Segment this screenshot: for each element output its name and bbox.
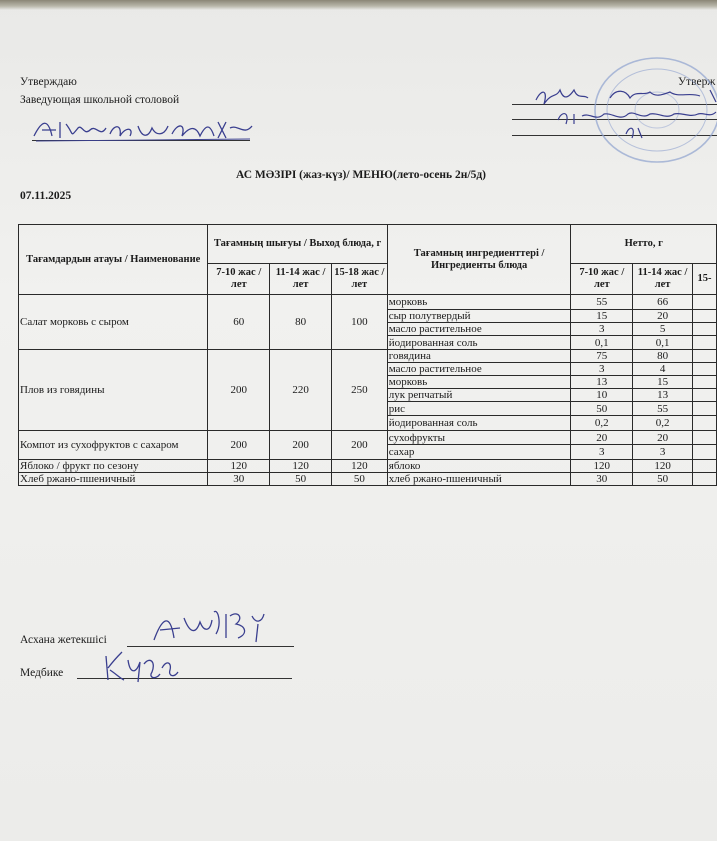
dish-name: Яблоко / фрукт по сезону — [19, 460, 208, 473]
col-header-ingredients: Тағамның ингредиенттері / Ингредиенты блюда — [387, 225, 571, 295]
netto-value: 4 — [633, 363, 693, 376]
netto-value: 3 — [571, 363, 633, 376]
ingredient-name: масло растительное — [387, 323, 571, 336]
netto-value: 120 — [571, 460, 633, 473]
table-row — [19, 460, 717, 473]
netto-value: 75 — [571, 350, 633, 363]
dish-name: Салат морковь с сыром — [19, 295, 208, 350]
netto-value: 5 — [633, 323, 693, 336]
nurse-label: Медбике — [20, 667, 64, 679]
nurse-signature — [100, 644, 180, 686]
netto-value-cut — [692, 323, 716, 336]
right-signature — [530, 84, 717, 144]
netto-value: 13 — [633, 389, 693, 402]
dish-output-value: 200 — [331, 431, 387, 460]
netto-value: 0,1 — [571, 336, 633, 350]
netto-value-cut — [692, 431, 716, 445]
table-row — [19, 473, 717, 486]
ingredient-name: говядина — [387, 350, 571, 363]
output-age-11-14: 11-14 жас / лет — [270, 264, 332, 295]
dish-output-value: 120 — [331, 460, 387, 473]
left-position-label: Заведующая школьной столовой — [20, 94, 180, 106]
netto-value-cut — [692, 376, 716, 389]
netto-value: 80 — [633, 350, 693, 363]
netto-value: 55 — [571, 295, 633, 310]
netto-value: 50 — [633, 473, 693, 486]
dish-name: Хлеб ржано-пшеничный — [19, 473, 208, 486]
left-approve-label: Утверждаю — [20, 76, 77, 88]
netto-value: 3 — [633, 445, 693, 460]
menu-title: АС МӘЗІРІ (жаз-күз)/ МЕНЮ(лето-осень 2н/5д) — [236, 169, 486, 181]
dish-output-value: 120 — [270, 460, 332, 473]
netto-value-cut — [692, 402, 716, 416]
dish-output-value: 200 — [208, 431, 270, 460]
netto-value-cut — [692, 460, 716, 473]
cook-signature — [140, 604, 280, 648]
netto-age-7-10: 7-10 жас / лет — [571, 264, 633, 295]
ingredient-name: морковь — [387, 295, 571, 310]
dish-output-value: 50 — [270, 473, 332, 486]
col-header-netto: Нетто, г — [571, 225, 717, 264]
photo-top-edge — [0, 0, 717, 10]
netto-value-cut — [692, 350, 716, 363]
dish-output-value: 100 — [331, 295, 387, 350]
dish-output-value: 60 — [208, 295, 270, 350]
netto-value: 0,2 — [571, 416, 633, 431]
netto-value: 20 — [633, 310, 693, 323]
table-row — [19, 431, 717, 445]
ingredient-name: йодированная соль — [387, 336, 571, 350]
ingredient-name: морковь — [387, 376, 571, 389]
netto-value-cut — [692, 416, 716, 431]
netto-value: 15 — [571, 310, 633, 323]
dish-output-value: 200 — [270, 431, 332, 460]
netto-value: 10 — [571, 389, 633, 402]
left-signature — [30, 114, 260, 146]
dish-output-value: 120 — [208, 460, 270, 473]
netto-value: 13 — [571, 376, 633, 389]
ingredient-name: яблоко — [387, 460, 571, 473]
dish-name: Компот из сухофруктов с сахаром — [19, 431, 208, 460]
dish-output-value: 80 — [270, 295, 332, 350]
netto-value: 30 — [571, 473, 633, 486]
netto-value-cut — [692, 389, 716, 402]
output-age-7-10: 7-10 жас / лет — [208, 264, 270, 295]
netto-value: 20 — [571, 431, 633, 445]
menu-date: 07.11.2025 — [20, 190, 72, 202]
netto-value-cut — [692, 295, 716, 310]
netto-value-cut — [692, 445, 716, 460]
netto-value: 66 — [633, 295, 693, 310]
col-header-dish: Тағамдардын атауы / Наименование — [19, 225, 208, 295]
netto-value-cut — [692, 473, 716, 486]
netto-value-cut — [692, 363, 716, 376]
cook-label: Асхана жетекшісі — [20, 634, 107, 646]
netto-value: 50 — [571, 402, 633, 416]
table-row — [19, 350, 717, 363]
menu-table — [18, 224, 717, 486]
ingredient-name: масло растительное — [387, 363, 571, 376]
netto-age-11-14: 11-14 жас / лет — [633, 264, 693, 295]
netto-value: 55 — [633, 402, 693, 416]
ingredient-name: сухофрукты — [387, 431, 571, 445]
ingredient-name: сыр полутвердый — [387, 310, 571, 323]
ingredient-name: йодированная соль — [387, 416, 571, 431]
right-approve-label: Утверж — [678, 76, 716, 88]
netto-value-cut — [692, 336, 716, 350]
dish-output-value: 250 — [331, 350, 387, 431]
ingredient-name: рис — [387, 402, 571, 416]
col-header-output: Тағамның шығуы / Выход блюда, г — [208, 225, 387, 264]
dish-name: Плов из говядины — [19, 350, 208, 431]
netto-value: 0,2 — [633, 416, 693, 431]
output-age-15-18: 15-18 жас / лет — [331, 264, 387, 295]
ingredient-name: сахар — [387, 445, 571, 460]
netto-value: 3 — [571, 445, 633, 460]
ingredient-name: хлеб ржано-пшеничный — [387, 473, 571, 486]
netto-value: 3 — [571, 323, 633, 336]
netto-age-15-18: 15- — [692, 264, 716, 295]
table-row — [19, 295, 717, 310]
netto-value: 20 — [633, 431, 693, 445]
netto-value: 15 — [633, 376, 693, 389]
ingredient-name: лук репчатый — [387, 389, 571, 402]
dish-output-value: 200 — [208, 350, 270, 431]
dish-output-value: 220 — [270, 350, 332, 431]
dish-output-value: 30 — [208, 473, 270, 486]
netto-value-cut — [692, 310, 716, 323]
netto-value: 0,1 — [633, 336, 693, 350]
dish-output-value: 50 — [331, 473, 387, 486]
netto-value: 120 — [633, 460, 693, 473]
